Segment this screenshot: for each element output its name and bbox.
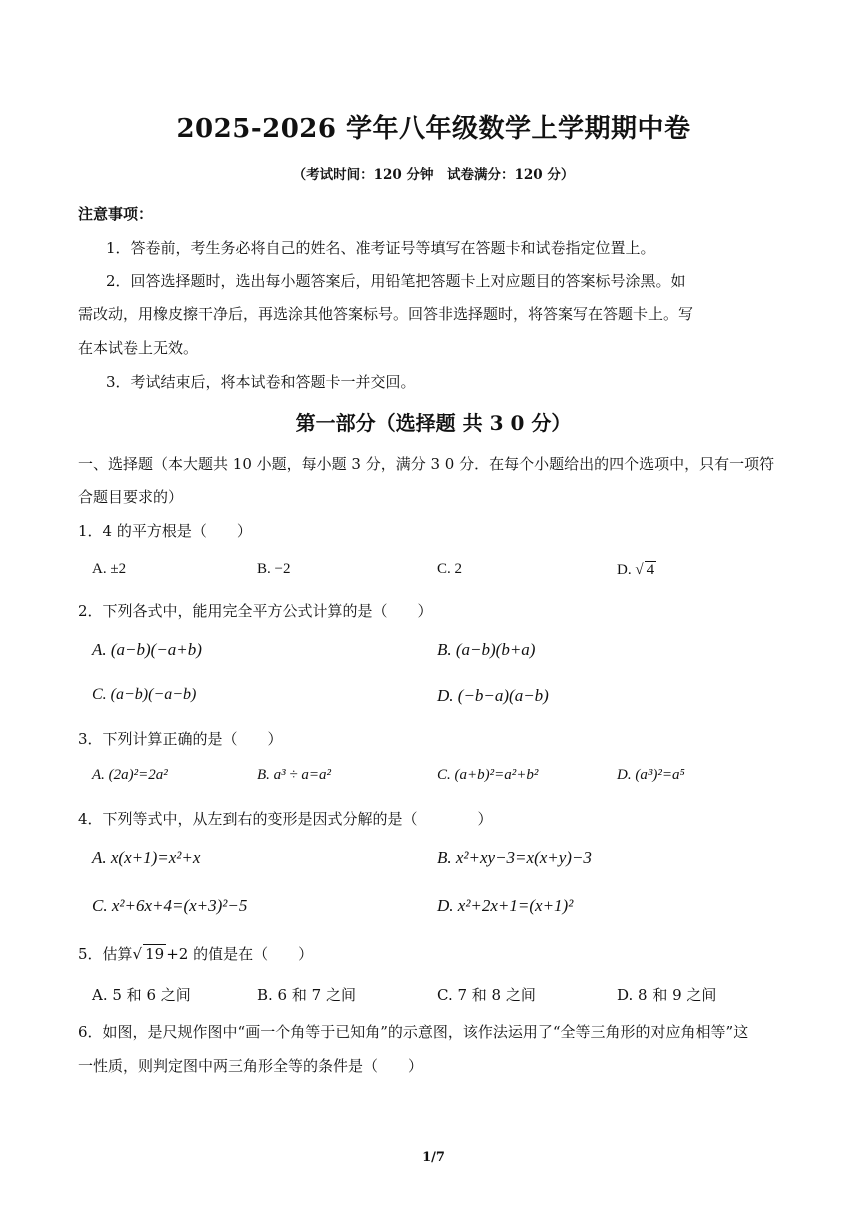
option-d <box>617 561 656 579</box>
option-a: A. ±2 <box>92 561 127 577</box>
option-b: B. a³ ÷ a=a² <box>257 767 332 783</box>
question-stem: 一性质，则判定图中两三角形全等的条件是（ ） <box>78 1057 424 1075</box>
option-a: A. (2a)²=2a² <box>92 767 168 783</box>
section-instruction: 合题目要求的） <box>78 488 184 506</box>
option-d: D. (−b−a)(a−b) <box>437 686 549 705</box>
option-b: B. (a−b)(b+a) <box>437 640 536 659</box>
option-a: A. 5 和 6 之间 <box>92 986 191 1004</box>
stem-text: +2 的值是在（ ） <box>166 945 314 963</box>
sqrt-icon: √ <box>635 562 644 578</box>
note-line: 需改动，用橡皮擦干净后，再选涂其他答案标号。回答非选择题时，将答案写在答题卡上。写 <box>78 305 694 323</box>
option-c: C. 7 和 8 之间 <box>437 986 536 1004</box>
question-stem: 4．下列等式中，从左到右的变形是因式分解的是（ ） <box>78 810 493 828</box>
notes-heading: 注意事项： <box>78 205 154 223</box>
option-a: A. x(x+1)=x²+x <box>92 848 201 867</box>
option-c: C. (a+b)²=a²+b² <box>437 767 539 783</box>
radicand: 4 <box>646 562 655 578</box>
note-line: 2．回答选择题时，选出每小题答案后，用铅笔把答题卡上对应题目的答案标号涂黑。如 <box>106 272 686 290</box>
option-c: C. 2 <box>437 561 463 577</box>
section-instruction: 一、选择题（本大题共 10 小题，每小题 3 分，满分 3 0 分．在每个小题给出的四个选项中，只有一项符 <box>78 455 775 473</box>
question-stem: 2．下列各式中，能用完全平方公式计算的是（ ） <box>78 602 433 620</box>
radicand: 19 <box>145 945 165 963</box>
note-line: 在本试卷上无效。 <box>78 339 199 357</box>
option-d: D. x²+2x+1=(x+1)² <box>437 896 574 915</box>
question-stem: 3．下列计算正确的是（ ） <box>78 730 283 748</box>
part-title: 第一部分（选择题 共 3 0 分） <box>295 411 572 435</box>
note-line: 3．考试结束后，将本试卷和答题卡一并交回。 <box>106 373 416 391</box>
question-stem <box>78 943 313 964</box>
option-d: D. (a³)²=a⁵ <box>617 767 685 783</box>
option-c: C. (a−b)(−a−b) <box>92 686 197 703</box>
sqrt-icon: √ <box>132 945 143 963</box>
option-c: C. x²+6x+4=(x+3)²−5 <box>92 896 248 915</box>
option-b: B. 6 和 7 之间 <box>257 986 356 1004</box>
stem-text: 5．估算 <box>78 945 133 963</box>
option-b: B. x²+xy−3=x(x+y)−3 <box>437 848 592 867</box>
option-b: B. −2 <box>257 561 291 577</box>
page-title: 2025-2026 学年八年级数学上学期期中卷 <box>176 114 691 144</box>
option-a: A. (a−b)(−a+b) <box>92 640 202 659</box>
note-line: 1．答卷前，考生务必将自己的姓名、准考证号等填写在答题卡和试卷指定位置上。 <box>106 239 656 257</box>
question-stem: 1．4 的平方根是（ ） <box>78 522 252 540</box>
option-d: D. 8 和 9 之间 <box>617 986 717 1004</box>
exam-info: （考试时间：120 分钟 试卷满分：120 分） <box>292 167 575 183</box>
question-stem: 6．如图，是尺规作图中“画一个角等于已知角”的示意图，该作法运用了“全等三角形的对应角相等”这 <box>78 1023 749 1041</box>
page-number: 1/7 <box>422 1150 445 1165</box>
option-d-label: D. <box>617 562 636 578</box>
